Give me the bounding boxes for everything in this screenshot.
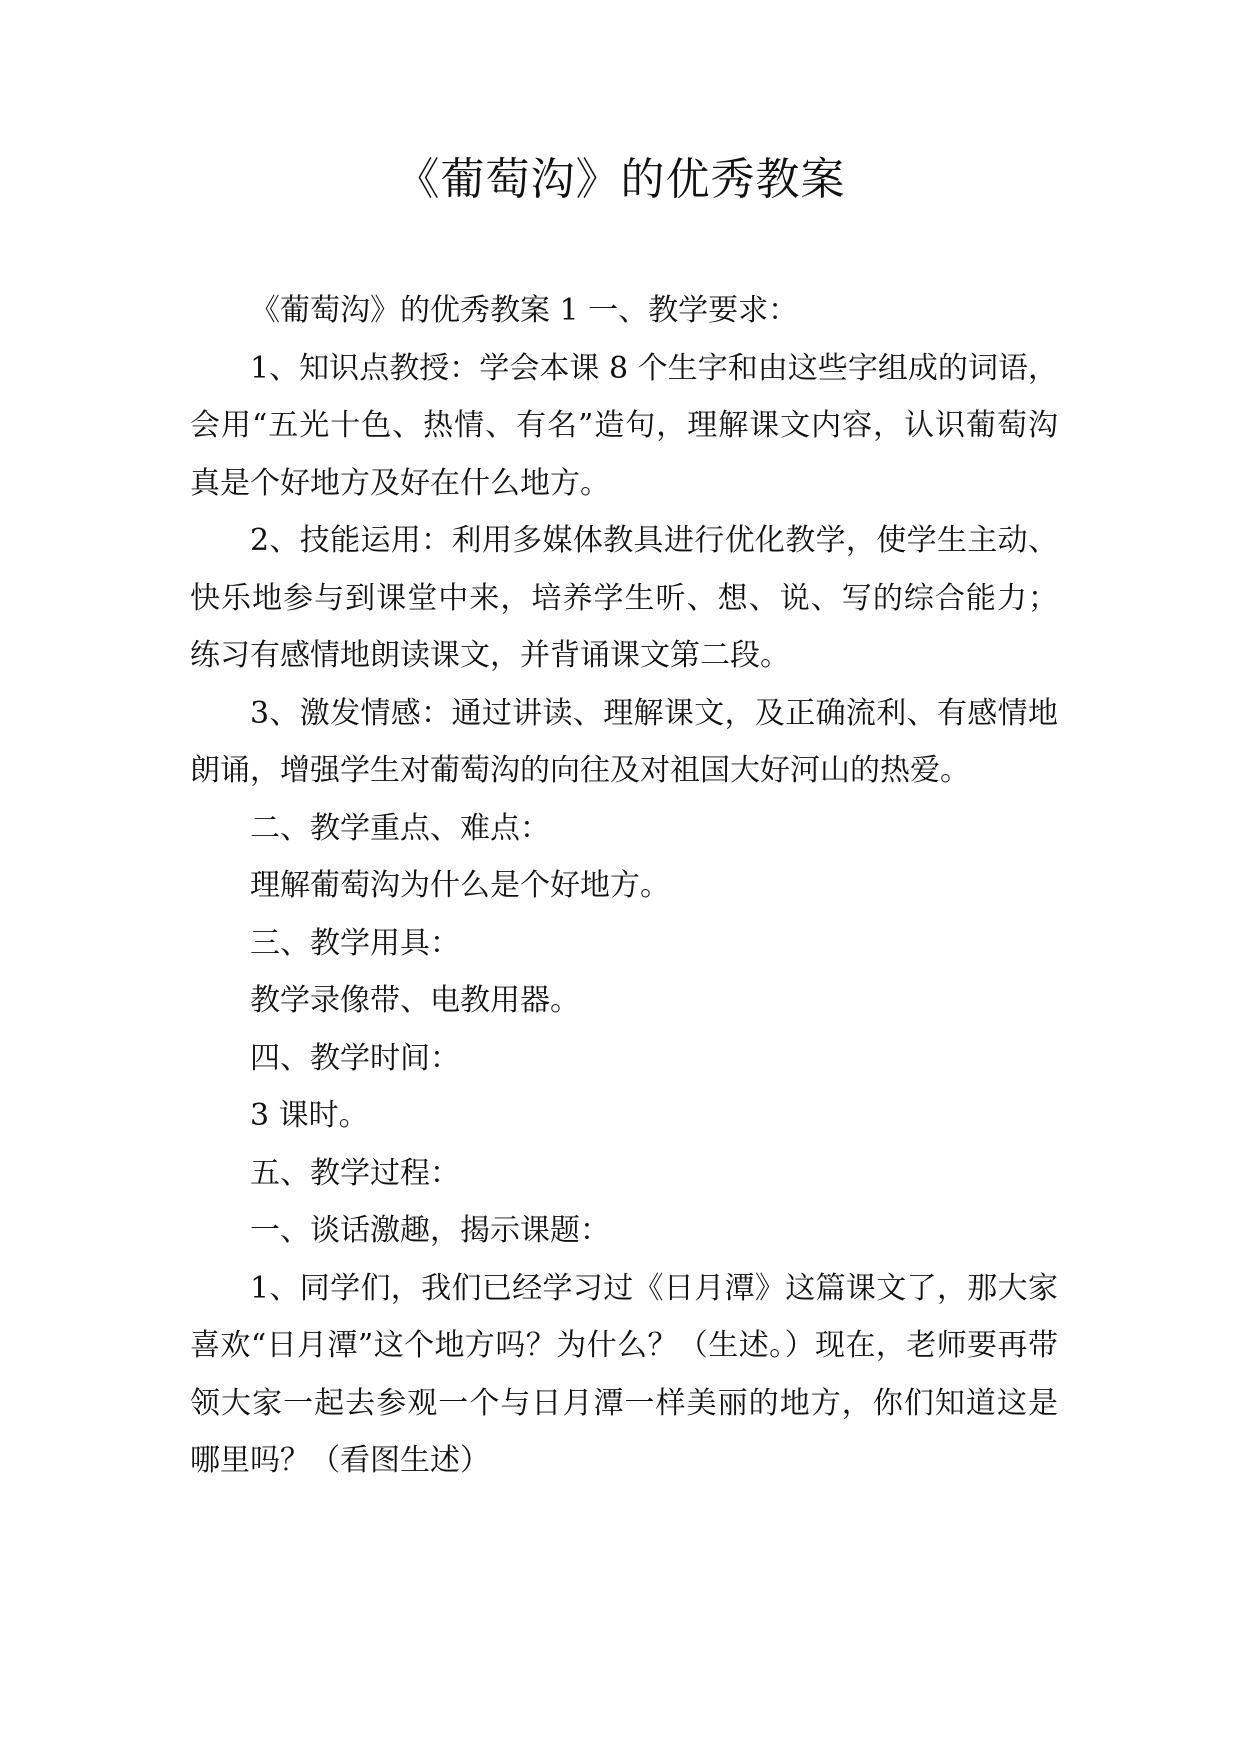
paragraph-skill-goal: 2、技能运用：利用多媒体教具进行优化教学，使学生主动、快乐地参与到课堂中来，培养学生听、想、说、写的综合能力；练习有感情地朗读课文，并背诵课文第二段。 bbox=[190, 523, 1058, 673]
paragraph-tools-heading: 三、教学用具： bbox=[250, 925, 460, 961]
document-body bbox=[190, 282, 1058, 1490]
paragraph-key-points: 理解葡萄沟为什么是个好地方。 bbox=[250, 868, 670, 903]
paragraph-time-heading: 四、教学时间： bbox=[250, 1040, 460, 1076]
paragraph-intro-step-1: 1、同学们，我们已经学习过《日月潭》这篇课文了，那大家喜欢“日月潭”这个地方吗？为什么？（生述。）现在，老师要再带领大家一起去参观一个与日月潭一样美丽的地方，你们知道这是哪里吗？（看图生述） bbox=[190, 1270, 1058, 1478]
document-title: 《葡萄沟》的优秀教案 bbox=[395, 154, 846, 205]
paragraph-emotion-goal: 3、激发情感：通过讲读、理解课文，及正确流利、有感情地朗诵，增强学生对葡萄沟的向往及对祖国大好河山的热爱。 bbox=[190, 695, 1058, 788]
paragraph-process-heading: 五、教学过程： bbox=[250, 1155, 460, 1191]
paragraph-key-points-heading: 二、教学重点、难点： bbox=[250, 810, 550, 846]
paragraph-intro-heading: 一、谈话激趣，揭示课题： bbox=[250, 1213, 610, 1248]
paragraph-tools: 教学录像带、电教用器。 bbox=[250, 983, 580, 1018]
paragraph-knowledge-goal: 1、知识点教授：学会本课 8 个生字和由这些字组成的词语，会用“五光十色、热情、有名”造句，理解课文内容，认识葡萄沟真是个好地方及好在什么地方。 bbox=[190, 350, 1058, 501]
paragraph-time: 3 课时。 bbox=[250, 1098, 369, 1133]
paragraph-lesson-heading: 《葡萄沟》的优秀教案 1 一、教学要求： bbox=[250, 293, 799, 328]
